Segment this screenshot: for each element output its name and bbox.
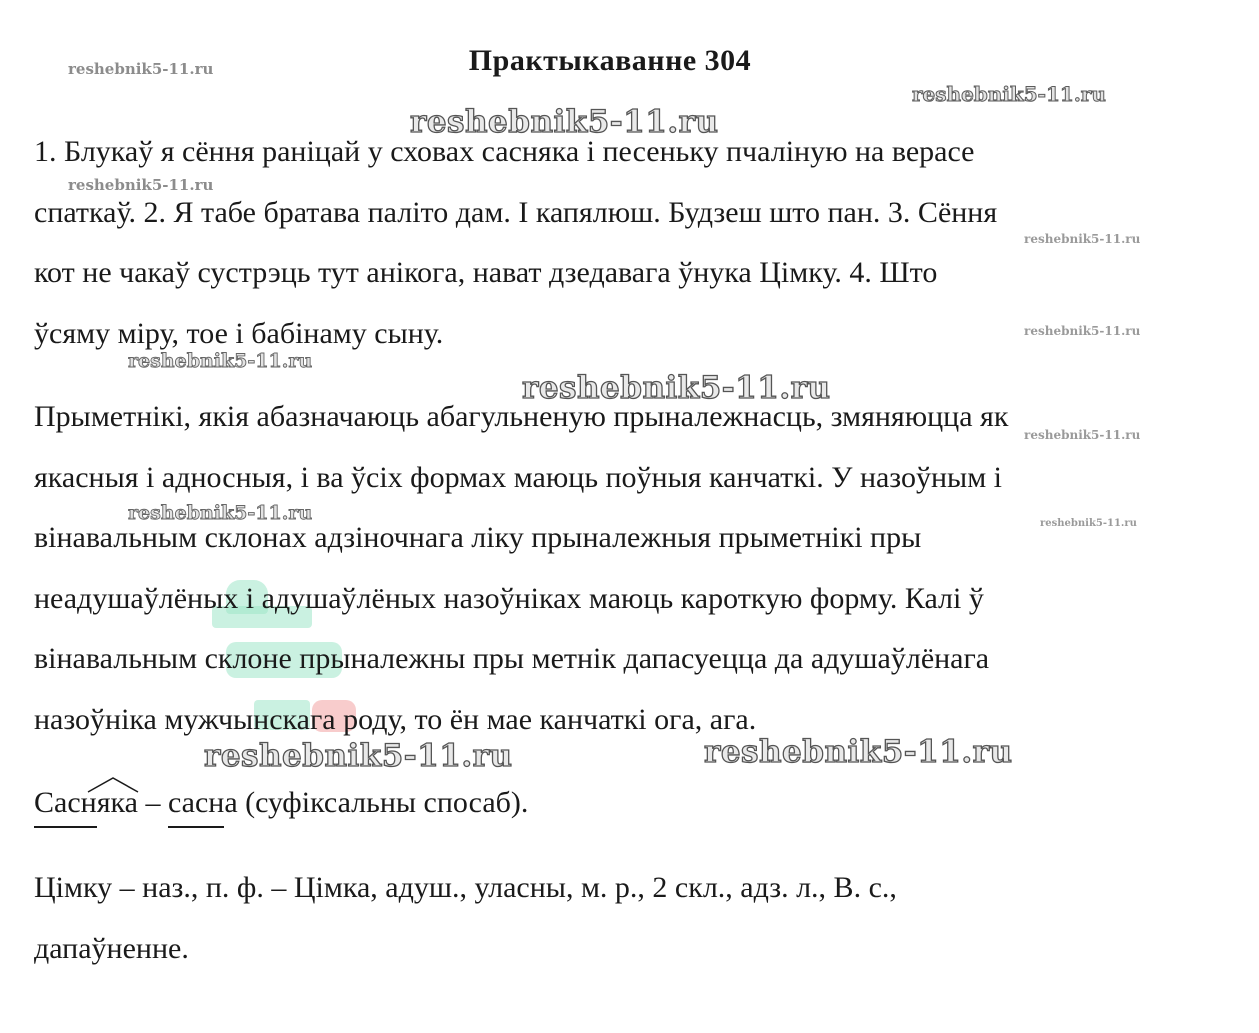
text-line: кот не чакаў сустрэць тут анікога, нават дзедавага ўнука Цімку. 4. Што — [34, 256, 938, 289]
text-line: дапаўненне. — [34, 931, 189, 965]
text-line: спаткаў. 2. Я табе братава паліто дам. І капялюш. Будзеш што пан. 3. Сёння — [34, 195, 998, 229]
text-line: якасныя і адносныя, і ва ўсіх формах маюць поўныя канчаткі. У назоўным і — [34, 460, 1003, 494]
page-title: Практыкаванне 304 — [468, 44, 752, 77]
text-line: ўсяму міру, тое і бабінаму сыну. — [34, 316, 444, 350]
text-line: Цімку – наз., п. ф. – Цімка, адуш., уласны, м. р., 2 скл., адз. л., В. с., — [34, 871, 897, 904]
watermark: reshebnik5-11.ru — [704, 734, 1013, 770]
watermark: reshebnik5-11.ru — [1024, 428, 1141, 442]
formation-method: а (суфіксальны спосаб). — [224, 786, 529, 819]
watermark: reshebnik5-11.ru — [128, 350, 313, 372]
underlined-root: сасн — [168, 773, 224, 834]
text-line: 1. Блукаў я сёння раніцай у сховах сасняка і песеньку пчаліную на верасе — [34, 135, 975, 168]
word-ending: яка — [96, 786, 138, 819]
watermark: reshebnik5-11.ru — [1040, 518, 1137, 529]
text-line: Прыметнікі, якія абазначаюць абагульненую прыналежнасць, змяняюцца як — [34, 400, 1009, 433]
watermark: reshebnik5-11.ru — [68, 60, 214, 78]
underlined-root: Сасн — [34, 773, 97, 834]
exercise-text — [34, 122, 1184, 364]
text-line: неадушаўлёных і адушаўлёных назоўніках маюць кароткую форму. Калі ў — [34, 581, 984, 615]
watermark: reshebnik5-11.ru — [912, 82, 1106, 106]
watermark: reshebnik5-11.ru — [68, 176, 214, 194]
text-line: назоўніка мужчынскага роду, то ён мае канчаткі ога, ага. — [34, 702, 757, 736]
dash: – — [137, 786, 168, 819]
watermark: reshebnik5-11.ru — [522, 370, 831, 406]
watermark: reshebnik5-11.ru — [1024, 324, 1141, 338]
watermark: reshebnik5-11.ru — [1024, 232, 1141, 246]
morphological-analysis — [34, 858, 1184, 979]
text-line: вінавальным склоне прыналежны пры метнік дапасуецца да адушаўлёнага — [34, 642, 990, 675]
watermark: reshebnik5-11.ru — [410, 104, 719, 140]
rule-text — [34, 387, 1184, 750]
word-formation — [34, 773, 1184, 834]
watermark: reshebnik5-11.ru — [204, 738, 513, 774]
watermark: reshebnik5-11.ru — [128, 502, 313, 524]
text-line: вінавальным склонах адзіночнага ліку прыналежныя прыметнікі пры — [34, 521, 922, 554]
